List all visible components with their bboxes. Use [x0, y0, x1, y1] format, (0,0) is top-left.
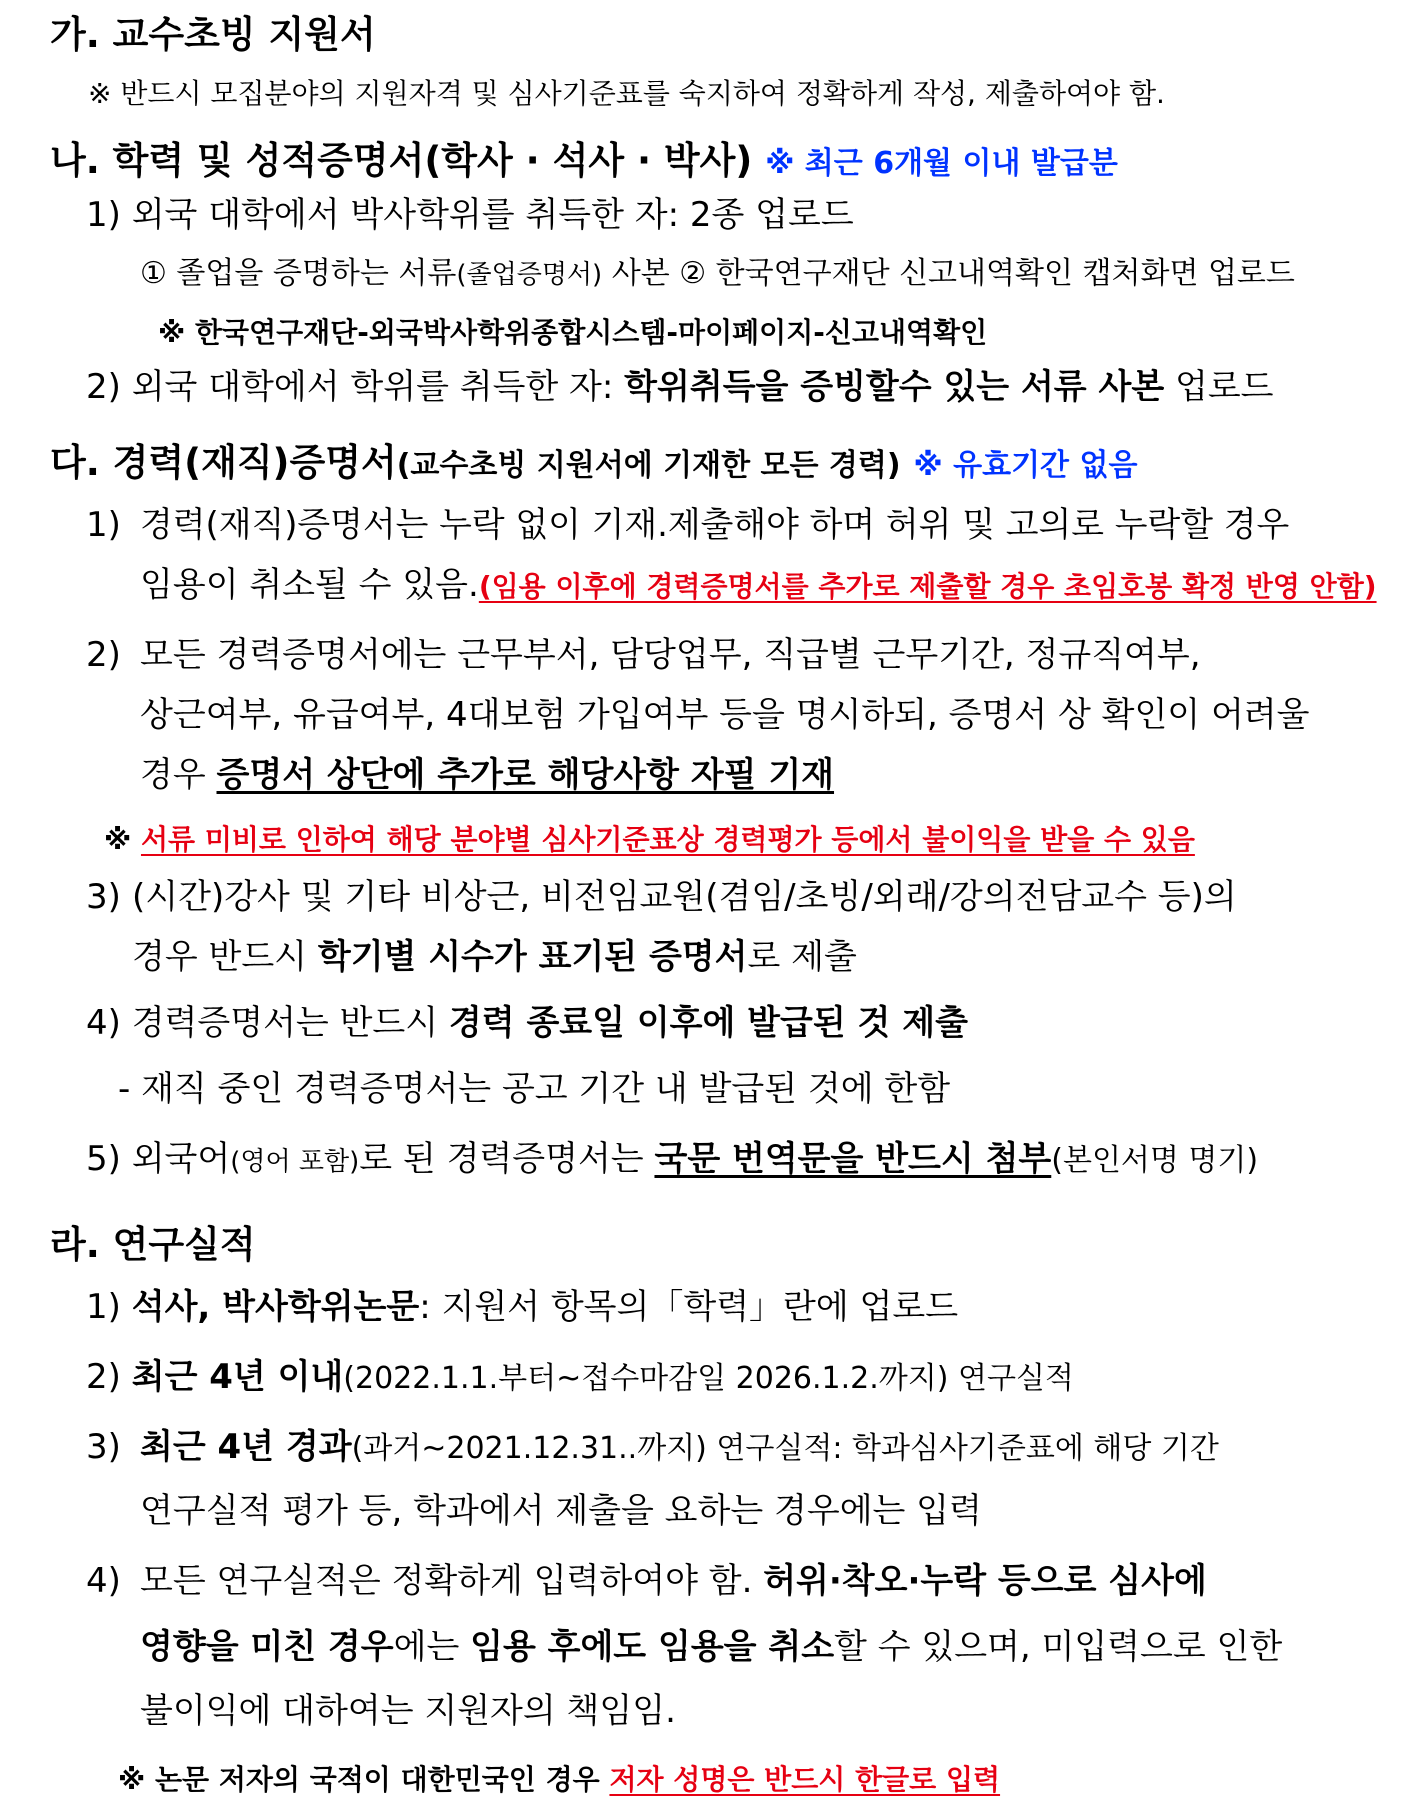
da-item-4-sub: - 재직 중인 경력증명서는 공고 기간 내 발급된 것에 한함	[118, 1069, 951, 1109]
ra-item-2-bold: 최근 4년 이내	[131, 1357, 344, 1397]
ra-item-1-bold: 석사, 박사학위논문	[131, 1287, 420, 1327]
ra-item-1	[86, 1286, 958, 1329]
ra-item-2-a: 2)	[86, 1357, 132, 1397]
ra-item-4-line-2-bold-1: 영향을 미친 경우	[140, 1627, 394, 1667]
da-item-3-line-2	[132, 936, 857, 979]
na-item-2	[86, 366, 1274, 409]
da-item-2-line-1: 모든 경력증명서에는 근무부서, 담당업무, 직급별 근무기간, 정규직여부,	[140, 635, 1201, 675]
ra-item-4-line-2	[140, 1626, 1282, 1669]
ra-item-2	[86, 1356, 1074, 1399]
da-item-1-red: (임용 이후에 경력증명서를 추가로 제출할 경우 초임호봉 확정 반영 안함)	[478, 570, 1377, 603]
ra-note-bold: ※ 논문 저자의 국적이 대한민국인 경우	[118, 1763, 610, 1796]
na-item-1-sub	[140, 255, 1295, 293]
ra-item-4-line-1-a: 모든 연구실적은 정확하게 입력하여야 함.	[140, 1561, 764, 1601]
section-ga-note: ※ 반드시 모집분야의 지원자격 및 심사기준표를 숙지하여 정확하게 작성, 제출하여야 함.	[88, 77, 1165, 110]
ra-item-3-line-1-b: (과거~2021.12.31..까지) 연구실적: 학과심사기준표에 해당 기간	[351, 1431, 1219, 1466]
section-da-title-text: 다. 경력(재직)증명서	[50, 441, 397, 484]
da-item-5-bold: 국문 번역문을 반드시 첨부	[654, 1139, 1052, 1179]
da-item-3-line-1: (시간)강사 및 기타 비상근, 비전임교원(겸임/초빙/외래/강의전담교수 등)의	[132, 877, 1237, 917]
na-item-1-sub-b: 사본 ② 한국연구재단 신고내역확인 캡처화면 업로드	[602, 256, 1295, 291]
ra-item-3-line-1	[140, 1426, 1219, 1469]
da-item-2-line-2: 상근여부, 유급여부, 4대보험 가입여부 등을 명시하되, 증명서 상 확인이 어려울	[140, 695, 1310, 735]
na-item-2-b: 업로드	[1164, 367, 1274, 407]
da-item-5-c: (본인서명 명기)	[1051, 1143, 1259, 1178]
ra-item-4-line-1	[140, 1560, 1207, 1603]
da-item-1-line-2-text: 임용이 취소될 수 있음.	[140, 565, 479, 605]
da-item-1-num: 1)	[86, 505, 121, 545]
da-item-2-num: 2)	[86, 635, 121, 675]
da-item-2-line-3-bold: 증명서 상단에 추가로 해당사항 자필 기재	[216, 755, 835, 795]
na-item-1-path: ※ 한국연구재단-외국박사학위종합시스템-마이페이지-신고내역확인	[158, 316, 988, 349]
na-item-2-bold: 학위취득을 증빙할수 있는 서류 사본	[624, 367, 1165, 407]
section-da-title-note: ※ 유효기간 없음	[913, 448, 1138, 483]
da-item-3-num: 3)	[86, 877, 121, 917]
section-na-title-text: 나. 학력 및 성적증명서(학사 · 석사 · 박사)	[50, 139, 753, 182]
ra-item-4-line-2-bold-2: 임용 후에도 임용을 취소	[470, 1627, 835, 1667]
da-item-3-line-2-bold: 학기별 시수가 표기된 증명서	[317, 937, 748, 977]
na-item-1: 1) 외국 대학에서 박사학위를 취득한 자: 2종 업로드	[86, 195, 854, 235]
da-item-2-line-3	[140, 754, 834, 797]
section-da-title-sub: (교수초빙 지원서에 기재한 모든 경력)	[396, 448, 901, 483]
da-item-1-line-2	[140, 564, 1377, 607]
ra-item-4-num: 4)	[86, 1561, 121, 1601]
da-warning-text: 서류 미비로 인하여 해당 분야별 심사기준표상 경력평가 등에서 불이익을 받을 수 있음	[140, 823, 1195, 856]
da-item-4-bold: 경력 종료일 이후에 발급된 것 제출	[448, 1003, 968, 1043]
da-item-2-line-3-a: 경우	[140, 755, 217, 795]
section-na-title	[50, 138, 1118, 184]
na-item-1-sub-small: (졸업증명서)	[456, 260, 603, 290]
section-ga-title: 가. 교수초빙 지원서	[50, 13, 376, 56]
section-na-title-note: ※ 최근 6개월 이내 발급분	[765, 146, 1118, 181]
ra-item-1-a: 1)	[86, 1287, 132, 1327]
da-item-1-line-1-text: 경력(재직)증명서는 누락 없이 기재.제출해야 하며 허위 및 고의로 누락할 경우	[140, 505, 1290, 545]
da-item-5-small: (영어 포함)	[230, 1147, 360, 1177]
da-item-1-line-1	[140, 504, 1416, 547]
ra-item-3-line-2: 연구실적 평가 등, 학과에서 제출을 요하는 경우에는 입력	[140, 1491, 982, 1531]
ra-item-4-line-3: 불이익에 대하여는 지원자의 책임임.	[140, 1691, 676, 1731]
da-item-3-line-2-b: 로 제출	[747, 937, 857, 977]
ra-item-4-line-1-bold: 허위·착오·누락 등으로 심사에	[763, 1561, 1207, 1601]
section-ra-title: 라. 연구실적	[50, 1223, 256, 1266]
na-item-1-sub-a: ① 졸업을 증명하는 서류	[140, 256, 457, 291]
ra-note	[118, 1762, 1000, 1797]
da-item-4	[86, 1002, 968, 1045]
da-item-5	[86, 1138, 1258, 1181]
da-warning	[104, 822, 1195, 857]
da-item-5-a: 5) 외국어	[86, 1139, 231, 1179]
section-da-title	[50, 440, 1137, 486]
ra-item-3-bold: 최근 4년 경과	[140, 1427, 352, 1467]
na-item-2-a: 2) 외국 대학에서 학위를 취득한 자:	[86, 367, 625, 407]
da-item-4-a: 4) 경력증명서는 반드시	[86, 1003, 449, 1043]
ra-item-2-b: (2022.1.1.부터~접수마감일 2026.1.2.까지) 연구실적	[343, 1361, 1074, 1396]
ra-note-red: 저자 성명은 반드시 한글로 입력	[609, 1763, 1001, 1796]
da-warning-mark: ※	[104, 823, 141, 856]
ra-item-3-num: 3)	[86, 1427, 121, 1467]
ra-item-4-line-2-b: 할 수 있으며, 미입력으로 인한	[834, 1627, 1283, 1667]
da-item-5-b: 로 된 경력증명서는	[359, 1139, 655, 1179]
ra-item-1-b: : 지원서 항목의「학력」란에 업로드	[419, 1287, 959, 1327]
ra-item-4-line-2-a: 에는	[393, 1627, 471, 1667]
da-item-3-line-2-a: 경우 반드시	[132, 937, 318, 977]
